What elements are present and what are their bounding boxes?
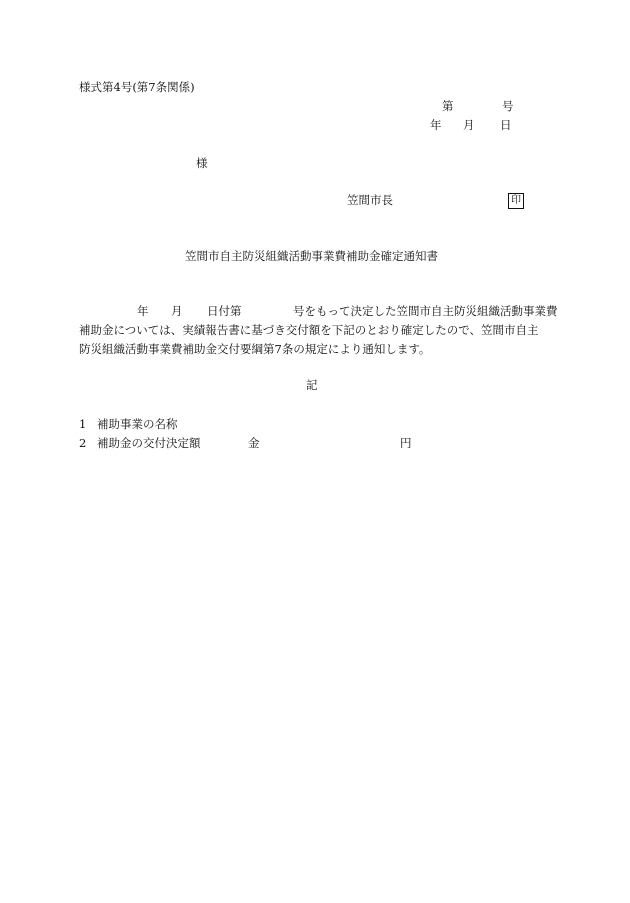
date-month-label: 月 [463, 118, 475, 132]
body-date-number-label: 日付第 [207, 304, 242, 318]
issuer-name: 笠間市長 [347, 193, 393, 207]
form-id: 様式第4号(第7条関係) [79, 80, 195, 94]
item-number: 1 [79, 417, 87, 431]
date-day-label: 日 [500, 118, 512, 132]
body-line-2: 補助金については、実績報告書に基づき交付額を下記のとおり確定したので、笠間市自主 [79, 323, 539, 337]
amount-prefix: 金 [248, 436, 260, 450]
doc-number-suffix: 号 [502, 99, 514, 113]
ki-heading: 記 [306, 378, 318, 392]
body-line-1: 号をもって決定した笠間市自主防災組織活動事業費 [293, 304, 558, 318]
addressee-suffix: 様 [196, 156, 208, 170]
item-number: 2 [79, 436, 87, 450]
doc-number-prefix: 第 [442, 99, 454, 113]
item-label: 補助金の交付決定額 [97, 436, 201, 450]
item-label: 補助事業の名称 [97, 417, 178, 431]
body-month-label: 月 [171, 304, 183, 318]
document-title: 笠間市自主防災組織活動事業費補助金確定通知書 [185, 249, 438, 263]
body-year-label: 年 [137, 304, 149, 318]
body-line-3: 防災組織活動事業費補助金交付要綱第7条の規定により通知します。 [79, 342, 431, 356]
date-year-label: 年 [430, 118, 442, 132]
seal-mark: 印 [508, 193, 524, 209]
amount-unit: 円 [400, 436, 412, 450]
